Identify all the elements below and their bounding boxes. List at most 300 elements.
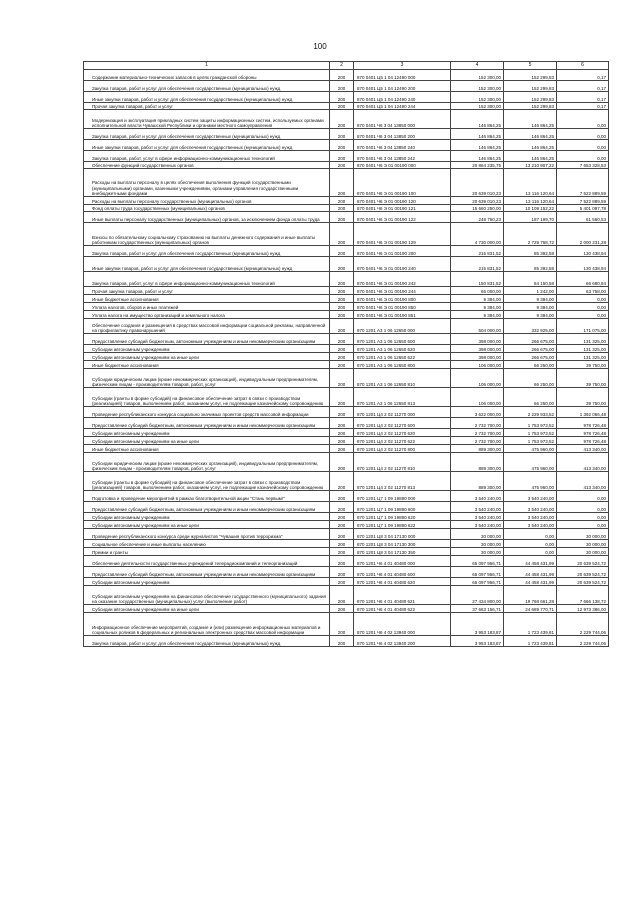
executed-amount-cell: 3 540 240,00 [504, 513, 557, 521]
table-row [84, 162, 609, 169]
item-name-cell: Содержание материально-технических запасов в целях гражданской обороны [84, 70, 330, 81]
line-code-cell: 200 [330, 92, 354, 103]
unexecuted-amount-cell: 0,17 [557, 103, 609, 110]
line-code-cell: 200 [330, 472, 354, 491]
line-code-cell: 200 [330, 223, 354, 246]
approved-amount-cell: 152 300,00 [451, 92, 504, 103]
item-name-cell: Прочая закупка товаров, работ и услуг [84, 287, 330, 295]
unexecuted-amount-cell: 2 000 231,28 [557, 223, 609, 246]
budget-classification-cell: 870 0401 Ч6 Э 01 00190 242 [354, 272, 451, 287]
line-code-cell: 200 [330, 246, 354, 257]
budget-classification-cell: 870 1201 Ц8 3 04 17130 350 [354, 548, 451, 556]
unexecuted-amount-cell: 61 560,53 [557, 212, 609, 223]
unexecuted-amount-cell: 0,00 [557, 129, 609, 140]
unexecuted-amount-cell: 39 750,00 [557, 388, 609, 407]
budget-classification-cell: 870 1201 Ц8 3 04 17130 300 [354, 540, 451, 548]
executed-amount-cell: 1 723 439,81 [504, 613, 557, 636]
executed-amount-cell: 266 675,00 [504, 334, 557, 345]
unexecuted-amount-cell: 978 726,48 [557, 429, 609, 437]
unexecuted-amount-cell: 413 340,00 [557, 453, 609, 472]
budget-classification-cell: 870 0401 Ч6 Э 01 00190 851 [354, 311, 451, 319]
column-header: 6 [557, 62, 609, 70]
item-name-cell: Закупка товаров, работ и услуг для обеспечения государственных (муниципальных) нужд [84, 246, 330, 257]
column-header: 5 [504, 62, 557, 70]
line-code-cell: 200 [330, 521, 354, 529]
table-row [84, 295, 609, 303]
table-row [84, 361, 609, 369]
budget-classification-cell: 870 0401 Ч6 3 04 13850 200 [354, 129, 451, 140]
item-name-cell: Модернизация и эксплуатация прикладных систем защиты информационных систем, используемых органами исполнительной власти Чувашской Республики и органами местного самоуправления [84, 110, 330, 129]
unexecuted-amount-cell: 0,00 [557, 151, 609, 162]
executed-amount-cell: 1 242,00 [504, 287, 557, 295]
line-code-cell: 200 [330, 140, 354, 151]
unexecuted-amount-cell: 30 000,00 [557, 529, 609, 540]
item-name-cell: Прочая закупка товаров, работ и услуг [84, 103, 330, 110]
budget-classification-cell: 870 0401 Ч6 3 04 13850 240 [354, 140, 451, 151]
line-code-cell: 200 [330, 529, 354, 540]
approved-amount-cell: 3 540 240,00 [451, 513, 504, 521]
column-header: 4 [451, 62, 504, 70]
executed-amount-cell: 475 960,00 [504, 453, 557, 472]
budget-classification-cell: 870 1201 А3 1 06 12650 810 [354, 369, 451, 388]
table-row [84, 605, 609, 613]
budget-classification-cell: 870 1201 Ч6 4 02 13940 000 [354, 613, 451, 636]
table-row [84, 223, 609, 246]
unexecuted-amount-cell: 0,00 [557, 513, 609, 521]
item-name-cell: Субсидии (гранты в форме субсидий) на финансовое обеспечение затрат в связи с производством (реализацией) товаров, выполнением работ, оказанием услуг, не подлежащие казначейскому сопровождению [84, 472, 330, 491]
approved-amount-cell: 65 000,00 [451, 287, 504, 295]
unexecuted-amount-cell: 0,00 [557, 110, 609, 129]
table-row [84, 388, 609, 407]
table-row [84, 287, 609, 295]
unexecuted-amount-cell: 130 438,94 [557, 246, 609, 257]
approved-amount-cell: 398 000,00 [451, 345, 504, 353]
executed-amount-cell: 13 116 120,64 [504, 169, 557, 197]
item-name-cell: Предоставление субсидий бюджетным, автономным учреждениям и иным некоммерческим организациям [84, 567, 330, 578]
budget-classification-cell: 870 0401 Ч6 3 04 13850 000 [354, 110, 451, 129]
item-name-cell: Закупка товаров, работ и услуг для обеспечения государственных (муниципальных) нужд [84, 129, 330, 140]
unexecuted-amount-cell: 2 229 744,06 [557, 636, 609, 647]
item-name-cell: Обеспечение создания и размещения в средствах массовой информации социальной рекламы, направленной на профилактику правонарушений [84, 319, 330, 334]
line-code-cell: 200 [330, 169, 354, 197]
executed-amount-cell: 85 392,58 [504, 246, 557, 257]
executed-amount-cell: 85 392,58 [504, 257, 557, 272]
approved-amount-cell: 106 000,00 [451, 388, 504, 407]
line-code-cell: 200 [330, 369, 354, 388]
executed-amount-cell: 13 116 120,64 [504, 197, 557, 205]
budget-classification-cell: 870 0401 Ц5 1 04 12490 000 [354, 70, 451, 81]
approved-amount-cell: 30 000,00 [451, 548, 504, 556]
approved-amount-cell: 152 300,00 [451, 103, 504, 110]
unexecuted-amount-cell: 0,00 [557, 140, 609, 151]
approved-amount-cell: 3 953 183,87 [451, 636, 504, 647]
executed-amount-cell: 1 753 973,52 [504, 418, 557, 429]
line-code-cell: 200 [330, 407, 354, 418]
budget-classification-cell: 870 1201 А3 1 06 12650 600 [354, 334, 451, 345]
budget-classification-cell: 870 1201 А3 1 06 12650 813 [354, 388, 451, 407]
budget-classification-cell: 870 1201 Ч6 4 01 40480 000 [354, 556, 451, 567]
approved-amount-cell: 3 540 240,00 [451, 502, 504, 513]
unexecuted-amount-cell: 12 973 386,00 [557, 605, 609, 613]
table-row [84, 92, 609, 103]
table-row [84, 472, 609, 491]
executed-amount-cell: 152 299,83 [504, 92, 557, 103]
approved-amount-cell: 30 000,00 [451, 540, 504, 548]
line-code-cell: 200 [330, 605, 354, 613]
line-code-cell: 200 [330, 418, 354, 429]
executed-amount-cell: 0,00 [504, 548, 557, 556]
unexecuted-amount-cell: 0,00 [557, 491, 609, 502]
item-name-cell: Субсидии автономным учреждениям на иные цели [84, 353, 330, 361]
item-name-cell: Субсидии автономным учреждениям [84, 578, 330, 586]
budget-classification-cell: 870 1201 Ч6 4 01 40480 620 [354, 578, 451, 586]
approved-amount-cell: 15 660 250,00 [451, 205, 504, 212]
budget-classification-cell: 870 0401 Ц5 1 04 12490 200 [354, 81, 451, 92]
line-code-cell: 200 [330, 197, 354, 205]
column-header: 3 [354, 62, 451, 70]
line-code-cell: 200 [330, 491, 354, 502]
item-name-cell: Субсидии юридическим лицам (кроме некоммерческих организаций), индивидуальным предпринимателям, физическим лицам - производителям товаров, работ, услуг [84, 453, 330, 472]
unexecuted-amount-cell: 131 325,00 [557, 353, 609, 361]
item-name-cell: Обеспечение функций государственных органов [84, 162, 330, 169]
table-row [84, 246, 609, 257]
line-code-cell: 200 [330, 129, 354, 140]
executed-amount-cell: 9 394,00 [504, 303, 557, 311]
unexecuted-amount-cell: 0,00 [557, 521, 609, 529]
budget-classification-cell: 870 0401 Ч6 Э 01 00190 800 [354, 295, 451, 303]
line-code-cell: 200 [330, 437, 354, 445]
budget-classification-cell: 870 1201 Ц4 2 02 11270 620 [354, 429, 451, 437]
unexecuted-amount-cell: 39 750,00 [557, 369, 609, 388]
approved-amount-cell: 398 000,00 [451, 353, 504, 361]
item-name-cell: Взносы по обязательному социальному страхованию на выплаты денежного содержания и иные выплаты работникам государственных (муниципальных) органов [84, 223, 330, 246]
unexecuted-amount-cell: 1 392 066,48 [557, 407, 609, 418]
budget-classification-cell: 870 0401 Ч6 Э 01 00190 120 [354, 197, 451, 205]
budget-classification-cell: 870 0401 Ц5 1 04 12490 244 [354, 103, 451, 110]
table-row [84, 103, 609, 110]
unexecuted-amount-cell: 66 680,94 [557, 272, 609, 287]
table-row [84, 513, 609, 521]
executed-amount-cell: 266 675,00 [504, 345, 557, 353]
budget-classification-cell: 870 0401 Ч6 Э 01 00190 122 [354, 212, 451, 223]
executed-amount-cell: 187 199,70 [504, 212, 557, 223]
item-name-cell: Предоставление субсидий бюджетным, автономным учреждениям и иным некоммерческим организациям [84, 418, 330, 429]
executed-amount-cell: 66 250,00 [504, 361, 557, 369]
table-row [84, 257, 609, 272]
approved-amount-cell: 65 097 956,71 [451, 567, 504, 578]
unexecuted-amount-cell: 20 639 524,72 [557, 578, 609, 586]
budget-classification-cell: 870 0401 Ц5 1 04 12490 240 [354, 92, 451, 103]
item-name-cell: Субсидии автономным учреждениям [84, 345, 330, 353]
approved-amount-cell: 2 732 700,00 [451, 418, 504, 429]
unexecuted-amount-cell: 0,00 [557, 311, 609, 319]
executed-amount-cell: 84 150,58 [504, 272, 557, 287]
table-row [84, 169, 609, 197]
budget-classification-cell: 870 1201 А3 1 06 12650 800 [354, 361, 451, 369]
table-row [84, 345, 609, 353]
table-row [84, 445, 609, 453]
item-name-cell: Закупка товаров, работ и услуг для обеспечения государственных (муниципальных) нужд [84, 81, 330, 92]
line-code-cell: 200 [330, 353, 354, 361]
approved-amount-cell: 152 300,00 [451, 81, 504, 92]
approved-amount-cell: 3 622 000,00 [451, 407, 504, 418]
budget-classification-cell: 870 1201 А3 1 06 12650 622 [354, 353, 451, 361]
approved-amount-cell: 248 760,23 [451, 212, 504, 223]
approved-amount-cell: 20 639 010,23 [451, 169, 504, 197]
line-code-cell: 200 [330, 162, 354, 169]
approved-amount-cell: 4 730 000,00 [451, 223, 504, 246]
column-header: 1 [84, 62, 330, 70]
table-row [84, 636, 609, 647]
line-code-cell: 200 [330, 272, 354, 287]
table-row [84, 429, 609, 437]
executed-amount-cell: 1 753 973,52 [504, 429, 557, 437]
executed-amount-cell: 44 458 431,99 [504, 556, 557, 567]
executed-amount-cell: 19 768 661,28 [504, 586, 557, 605]
approved-amount-cell: 146 864,25 [451, 110, 504, 129]
budget-classification-cell: 870 1201 А3 1 06 12650 000 [354, 319, 451, 334]
executed-amount-cell: 3 540 240,00 [504, 521, 557, 529]
table-row [84, 212, 609, 223]
item-name-cell: Субсидии автономным учреждениям [84, 513, 330, 521]
line-code-cell: 200 [330, 205, 354, 212]
item-name-cell: Субсидии юридическим лицам (кроме некоммерческих организаций), индивидуальным предпринимателям, физическим лицам - производителям товаров, работ, услуг [84, 369, 330, 388]
executed-amount-cell: 0,00 [504, 540, 557, 548]
line-code-cell: 200 [330, 556, 354, 567]
unexecuted-amount-cell: 2 229 744,06 [557, 613, 609, 636]
line-code-cell: 200 [330, 212, 354, 223]
line-code-cell: 200 [330, 548, 354, 556]
line-code-cell: 200 [330, 429, 354, 437]
table-row [84, 272, 609, 287]
approved-amount-cell: 30 000,00 [451, 529, 504, 540]
item-name-cell: Субсидии автономным учреждениям [84, 429, 330, 437]
executed-amount-cell: 146 864,25 [504, 151, 557, 162]
unexecuted-amount-cell: 30 000,00 [557, 548, 609, 556]
unexecuted-amount-cell: 5 401 097,78 [557, 205, 609, 212]
executed-amount-cell: 152 299,83 [504, 70, 557, 81]
approved-amount-cell: 398 000,00 [451, 334, 504, 345]
executed-amount-cell: 1 753 973,52 [504, 437, 557, 445]
page-number: 100 [313, 42, 327, 51]
executed-amount-cell: 475 960,00 [504, 445, 557, 453]
item-name-cell: Субсидии автономным учреждениям на иные цели [84, 437, 330, 445]
item-name-cell: Закупка товаров, работ, услуг в сфере информационно-коммуникационных технологий [84, 272, 330, 287]
budget-classification-cell: 870 1201 Ц4 2 02 11270 810 [354, 453, 451, 472]
unexecuted-amount-cell: 39 750,00 [557, 361, 609, 369]
approved-amount-cell: 152 300,00 [451, 70, 504, 81]
line-code-cell: 200 [330, 445, 354, 453]
budget-classification-cell: 870 0401 Ч6 Э 01 00190 121 [354, 205, 451, 212]
budget-classification-cell: 870 0401 Ч6 Э 01 00190 850 [354, 303, 451, 311]
line-code-cell: 200 [330, 567, 354, 578]
item-name-cell: Информационное обеспечение мероприятий, создание и (или) размещение информационных материалов и социальных роликов в федеральных и региональных электронных средствах массовой информации [84, 613, 330, 636]
table-row [84, 319, 609, 334]
budget-classification-cell: 870 0401 Ч6 Э 01 00190 244 [354, 287, 451, 295]
line-code-cell: 200 [330, 613, 354, 636]
item-name-cell: Премии и гранты [84, 548, 330, 556]
line-code-cell: 200 [330, 513, 354, 521]
executed-amount-cell: 152 299,83 [504, 81, 557, 92]
table-row [84, 548, 609, 556]
approved-amount-cell: 146 864,25 [451, 151, 504, 162]
approved-amount-cell: 9 394,00 [451, 311, 504, 319]
approved-amount-cell: 3 540 240,00 [451, 521, 504, 529]
budget-classification-cell: 870 0401 Ч6 Э 01 00190 240 [354, 257, 451, 272]
item-name-cell: Закупка товаров, работ и услуг для обеспечения государственных (муниципальных) нужд [84, 636, 330, 647]
budget-classification-cell: 870 1201 Ч6 4 02 13940 200 [354, 636, 451, 647]
executed-amount-cell: 10 109 152,22 [504, 205, 557, 212]
executed-amount-cell: 66 250,00 [504, 388, 557, 407]
unexecuted-amount-cell: 978 726,48 [557, 437, 609, 445]
budget-classification-cell: 870 0401 Ч6 Э 01 00190 000 [354, 162, 451, 169]
table-row [84, 311, 609, 319]
approved-amount-cell: 2 732 700,00 [451, 429, 504, 437]
table-row [84, 418, 609, 429]
budget-classification-cell: 870 1201 Ц7 1 09 19890 620 [354, 513, 451, 521]
line-code-cell: 200 [330, 295, 354, 303]
executed-amount-cell: 24 689 770,71 [504, 605, 557, 613]
item-name-cell: Уплата налогов, сборов и иных платежей [84, 303, 330, 311]
table-row [84, 81, 609, 92]
executed-amount-cell: 3 540 240,00 [504, 491, 557, 502]
unexecuted-amount-cell: 7 653 328,53 [557, 162, 609, 169]
item-name-cell: Субсидии автономным учреждениям на иные цели [84, 521, 330, 529]
table-row [84, 129, 609, 140]
approved-amount-cell: 106 000,00 [451, 361, 504, 369]
table-row [84, 556, 609, 567]
approved-amount-cell: 889 300,00 [451, 445, 504, 453]
approved-amount-cell: 889 300,00 [451, 453, 504, 472]
item-name-cell: Подготовка и проведение мероприятий в рамках благотворительной акции "Стань первым!" [84, 491, 330, 502]
line-code-cell: 200 [330, 636, 354, 647]
approved-amount-cell: 504 000,00 [451, 319, 504, 334]
budget-classification-cell: 870 1201 Ц4 2 02 11270 600 [354, 418, 451, 429]
unexecuted-amount-cell: 7 666 138,72 [557, 586, 609, 605]
item-name-cell: Проведение республиканского конкурса социально значимых проектов средств массовой информации [84, 407, 330, 418]
budget-classification-cell: 870 1201 Ц7 1 09 19890 000 [354, 491, 451, 502]
line-code-cell: 200 [330, 303, 354, 311]
table-row [84, 303, 609, 311]
executed-amount-cell: 9 394,00 [504, 311, 557, 319]
line-code-cell: 200 [330, 540, 354, 548]
unexecuted-amount-cell: 0,00 [557, 295, 609, 303]
unexecuted-amount-cell: 7 522 889,59 [557, 169, 609, 197]
table-row [84, 197, 609, 205]
line-code-cell: 200 [330, 502, 354, 513]
item-name-cell: Иные бюджетные ассигнования [84, 295, 330, 303]
approved-amount-cell: 37 663 156,71 [451, 605, 504, 613]
budget-classification-cell: 870 0401 Ч6 3 04 13850 242 [354, 151, 451, 162]
unexecuted-amount-cell: 63 758,00 [557, 287, 609, 295]
approved-amount-cell: 889 300,00 [451, 472, 504, 491]
item-name-cell: Иные закупки товаров, работ и услуг для обеспечения государственных (муниципальных) нужд [84, 140, 330, 151]
budget-classification-cell: 870 1201 А3 1 06 12650 620 [354, 345, 451, 353]
table-row [84, 437, 609, 445]
approved-amount-cell: 2 732 700,00 [451, 437, 504, 445]
budget-classification-cell: 870 1201 Ч6 4 01 40480 600 [354, 567, 451, 578]
executed-amount-cell: 146 864,25 [504, 129, 557, 140]
approved-amount-cell: 65 097 956,71 [451, 578, 504, 586]
item-name-cell: Иные закупки товаров, работ и услуг для обеспечения государственных (муниципальных) нужд [84, 257, 330, 272]
executed-amount-cell: 13 210 907,22 [504, 162, 557, 169]
line-code-cell: 200 [330, 586, 354, 605]
table-row [84, 453, 609, 472]
line-code-cell: 200 [330, 578, 354, 586]
approved-amount-cell: 27 434 800,00 [451, 586, 504, 605]
budget-classification-cell: 870 1201 Ц7 1 09 19890 600 [354, 502, 451, 513]
approved-amount-cell: 146 864,25 [451, 129, 504, 140]
table-row [84, 491, 609, 502]
table-row [84, 578, 609, 586]
line-code-cell: 200 [330, 70, 354, 81]
budget-classification-cell: 870 1201 Ч6 4 01 40480 621 [354, 586, 451, 605]
executed-amount-cell: 44 458 431,99 [504, 578, 557, 586]
budget-classification-cell: 870 1201 Ц4 2 02 11270 813 [354, 472, 451, 491]
approved-amount-cell: 20 864 235,75 [451, 162, 504, 169]
executed-amount-cell: 475 960,00 [504, 472, 557, 491]
table-header-row [84, 62, 609, 70]
line-code-cell: 200 [330, 81, 354, 92]
unexecuted-amount-cell: 7 522 889,59 [557, 197, 609, 205]
item-name-cell: Закупка товаров, работ, услуг в сфере информационно-коммуникационных технологий [84, 151, 330, 162]
unexecuted-amount-cell: 0,17 [557, 81, 609, 92]
item-name-cell: Фонд оплаты труда государственных (муниципальных) органов [84, 205, 330, 212]
item-name-cell: Предоставление субсидий бюджетным, автономным учреждениям и иным некоммерческим организациям [84, 502, 330, 513]
executed-amount-cell: 146 864,25 [504, 110, 557, 129]
table-row [84, 369, 609, 388]
table-row [84, 407, 609, 418]
approved-amount-cell: 215 831,52 [451, 257, 504, 272]
unexecuted-amount-cell: 30 000,00 [557, 540, 609, 548]
budget-classification-cell: 870 1201 Ц8 3 04 17130 000 [354, 529, 451, 540]
item-name-cell: Проведение республиканского конкурса среди журналистов "Чувашия против терроризма" [84, 529, 330, 540]
item-name-cell: Расходы на выплаты персоналу государственных (муниципальных) органов [84, 197, 330, 205]
approved-amount-cell: 9 394,00 [451, 303, 504, 311]
item-name-cell: Субсидии автономным учреждениям на финансовое обеспечение государственного (муниципального) задания на оказание государственных (муниципальных) услуг (выполнение работ) [84, 586, 330, 605]
table-row [84, 140, 609, 151]
line-code-cell: 200 [330, 103, 354, 110]
approved-amount-cell: 3 953 183,87 [451, 613, 504, 636]
unexecuted-amount-cell: 131 325,00 [557, 345, 609, 353]
unexecuted-amount-cell: 413 340,00 [557, 445, 609, 453]
table-row [84, 529, 609, 540]
executed-amount-cell: 66 250,00 [504, 369, 557, 388]
line-code-cell: 200 [330, 287, 354, 295]
budget-classification-cell: 870 1201 Ц7 1 09 19890 622 [354, 521, 451, 529]
approved-amount-cell: 106 000,00 [451, 369, 504, 388]
item-name-cell: Субсидии автономным учреждениям на иные цели [84, 605, 330, 613]
executed-amount-cell: 152 299,83 [504, 103, 557, 110]
item-name-cell: Социальное обеспечение и иные выплаты населению [84, 540, 330, 548]
line-code-cell: 200 [330, 257, 354, 272]
executed-amount-cell: 44 458 431,99 [504, 567, 557, 578]
budget-classification-cell: 870 0401 Ч6 Э 01 00190 100 [354, 169, 451, 197]
item-name-cell: Расходы на выплаты персоналу в целях обеспечения выполнения функций государственными (муниципальными) органами, казенными учреждениями, органами управления государственными внебюджетными фондами [84, 169, 330, 197]
approved-amount-cell: 20 639 010,23 [451, 197, 504, 205]
approved-amount-cell: 3 540 240,00 [451, 491, 504, 502]
line-code-cell: 200 [330, 311, 354, 319]
line-code-cell: 200 [330, 345, 354, 353]
table-row [84, 334, 609, 345]
item-name-cell: Иные выплаты персоналу государственных (муниципальных) органов, за исключением фонда оплаты труда [84, 212, 330, 223]
line-code-cell: 200 [330, 361, 354, 369]
executed-amount-cell: 9 394,00 [504, 295, 557, 303]
table-row [84, 613, 609, 636]
unexecuted-amount-cell: 130 438,94 [557, 257, 609, 272]
budget-execution-table [83, 61, 609, 647]
item-name-cell: Обеспечение деятельности государственных учреждений телерадиокомпаний и телеорганизаций [84, 556, 330, 567]
